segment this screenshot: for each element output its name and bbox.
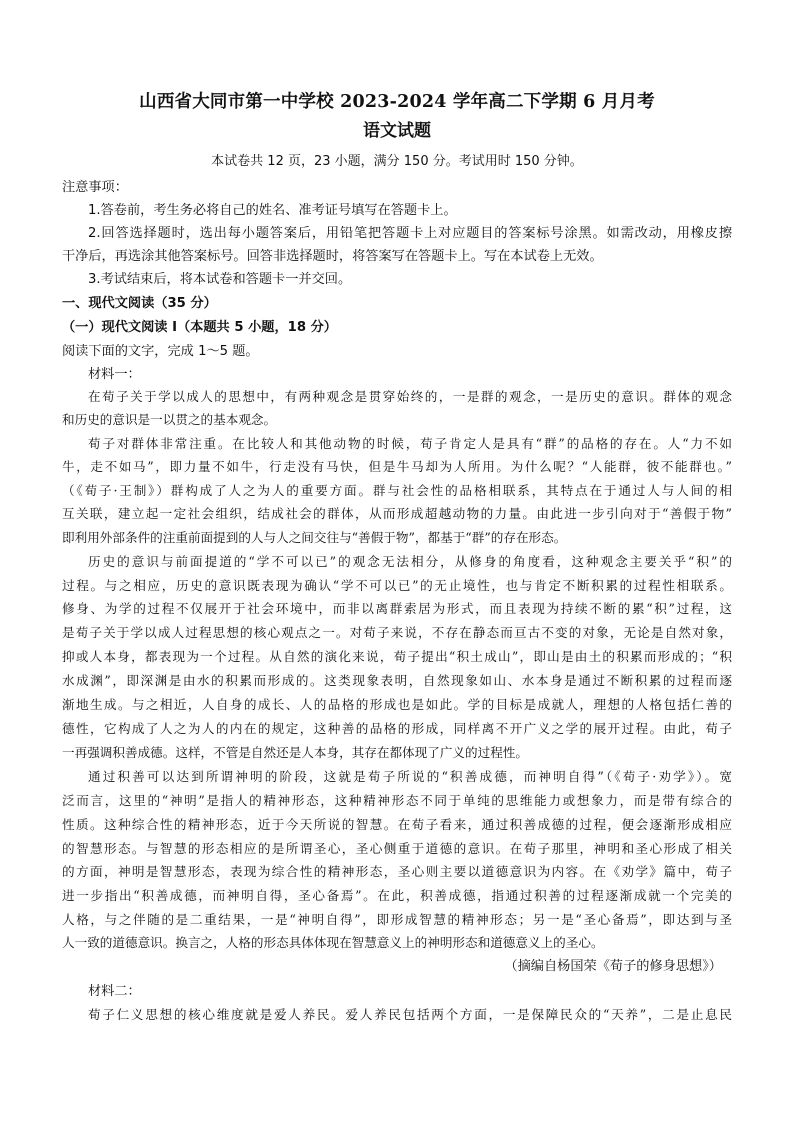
note-item-2-line-1: 2.回答选择题时，选出每小题答案后，用铅笔把答题卡上对应题目的答案标号涂黑。如需改动，用橡皮擦 [88,226,732,241]
material-1-line: 互关联，建立起一定社会组织，结成社会的群体，从而形成超越动物的力量。由此进一步引向对于“善假于物” [62,506,732,521]
material-1-line: 人格，与之伴随的是二重结果，一是“神明自得”，即形成智慧的精神形态；另一是“圣心备焉”，即达到与圣 [62,912,732,927]
exam-title: 山西省大同市第一中学校 2023-2024 学年高二下学期 6 月月考 [139,92,655,112]
material-1-line: 荀子对群体非常注重。在比较人和其他动物的时候，荀子肯定人是具有“群”的品格的存在。人“力不如 [88,436,732,451]
material-1-line: 和历史的意识是一以贯之的基本观念。 [62,412,277,427]
material-1-line: 的方面，神明是智慧形态，表现为综合性的精神形态，圣心则主要以道德意识为内容。在《劝学》篇中，荀子 [62,864,732,879]
material-1-line: 的智慧形态。与智慧的形态相应的是所谓圣心，圣心侧重于道德的意识。在荀子那里，神明和圣心形成了相关 [62,841,732,856]
material-1-line: 人一致的道德意识。换言之，人格的形态具体体现在智慧意义上的神明形态和道德意义上的圣心。 [62,935,604,950]
material-2-line: 荀子仁义思想的核心维度就是爱人养民。爱人养民包括两个方面，一是保障民众的“天养”，二是止息民 [88,1007,732,1022]
material-1-line: （《荀子·王制》）群构成了人之为人的重要方面。群与社会性的品格相联系，其特点在于通过人与人间的相 [62,483,732,498]
note-item-3: 3.考试结束后，将本试卷和答题卡一并交回。 [88,272,352,287]
material-1-line: 在荀子关于学以成人的思想中，有两种观念是贯穿始终的，一是群的观念，一是历史的意识。群体的观念 [88,389,732,404]
material-1-label: 材料一： [88,367,141,382]
section-heading: 一、现代文阅读（35 分） [62,296,217,311]
material-1-line: 水成渊”，即深渊是由水的积累而形成的。这类现象表明，自然现象如山、水本身是通过不断积累的过程而逐 [62,673,732,688]
material-1-line: 一再强调积善成德。这样，不管是自然还是人本身，其存在都体现了广义的过程性。 [62,745,528,760]
material-1-line: 渐地生成。与之相近，人自身的成长、人的品格的形成也是如此。学的目标是成就人，理想的人格包括仁善的 [62,697,732,712]
notes-heading: 注意事项： [62,180,128,195]
material-1-line: 德性，它构成了人之为人的内在的规定，这种善的品格的形成，同样离不开广义之学的展开过程。由此，荀子 [62,721,732,736]
material-1-line: 泛而言，这里的“神明”是指人的精神形态，这种精神形态不同于单纯的思维能力或想象力，而是带有综合的 [62,793,732,808]
material-1-line: 抑或人本身，都表现为一个过程。从自然的演化来说，荀子提出“积土成山”，即山是由土的积累而形成的；“积 [62,649,732,664]
material-1-line: 性质。这种综合性的精神形态，近于今天所说的智慧。在荀子看来，通过积善成德的过程，便会逐渐形成相应 [62,817,732,832]
exam-meta: 本试卷共 12 页，23 小题，满分 150 分。考试用时 150 分钟。 [211,154,583,169]
material-1-line: 即利用外部条件的注重前面提到的人与人之间交往与“善假于物”，都基于“群”的存在形态。 [62,530,567,545]
section-instruction: 阅读下面的文字，完成 1～5 题。 [62,344,259,359]
material-1-line: 修身、为学的过程不仅展开于社会环境中，而非以离群索居为形式，而且表现为持续不断的累“积”过程，这 [62,601,732,616]
material-1-source: （摘编自杨国荣《荀子的修身思想》） [504,959,722,974]
material-2-label: 材料二： [88,984,141,999]
note-item-1: 1.答卷前，考生务必将自己的姓名、准考证号填写在答题卡上。 [88,203,457,218]
material-1-line: 牛，走不如马”，即力量不如牛，行走没有马快，但是牛马却为人所用。为什么呢？“人能群，彼不能群也。” [62,459,732,474]
material-1-line: 过程。与之相应，历史的意识既表现为确认“学不可以已”的无止境性，也与肯定不断积累的过程性相联系。 [62,578,732,593]
material-1-line: 是荀子关于学以成人过程思想的核心观点之一。对荀子来说，不存在静态而亘古不变的对象，无论是自然对象， [62,625,732,640]
section-subheading: （一）现代文阅读 I（本题共 5 小题，18 分） [62,320,337,335]
material-1-line: 进一步指出“积善成德，而神明自得，圣心备焉”。在此，积善成德，指通过积善的过程逐渐成就一个完美的 [62,888,732,903]
material-1-line: 历史的意识与前面提道的“学不可以已”的观念无法相分，从修身的角度看，这种观念主要关乎“积”的 [88,554,732,569]
material-1-line: 通过积善可以达到所谓神明的阶段，这就是荀子所说的“积善成德，而神明自得”（《荀子·劝学》）。宽 [88,769,732,784]
exam-subtitle: 语文试题 [363,121,431,141]
note-item-2-line-2: 干净后，再选涂其他答案标号。回答非选择题时，将答案写在答题卡上。写在本试卷上无效。 [62,249,603,264]
